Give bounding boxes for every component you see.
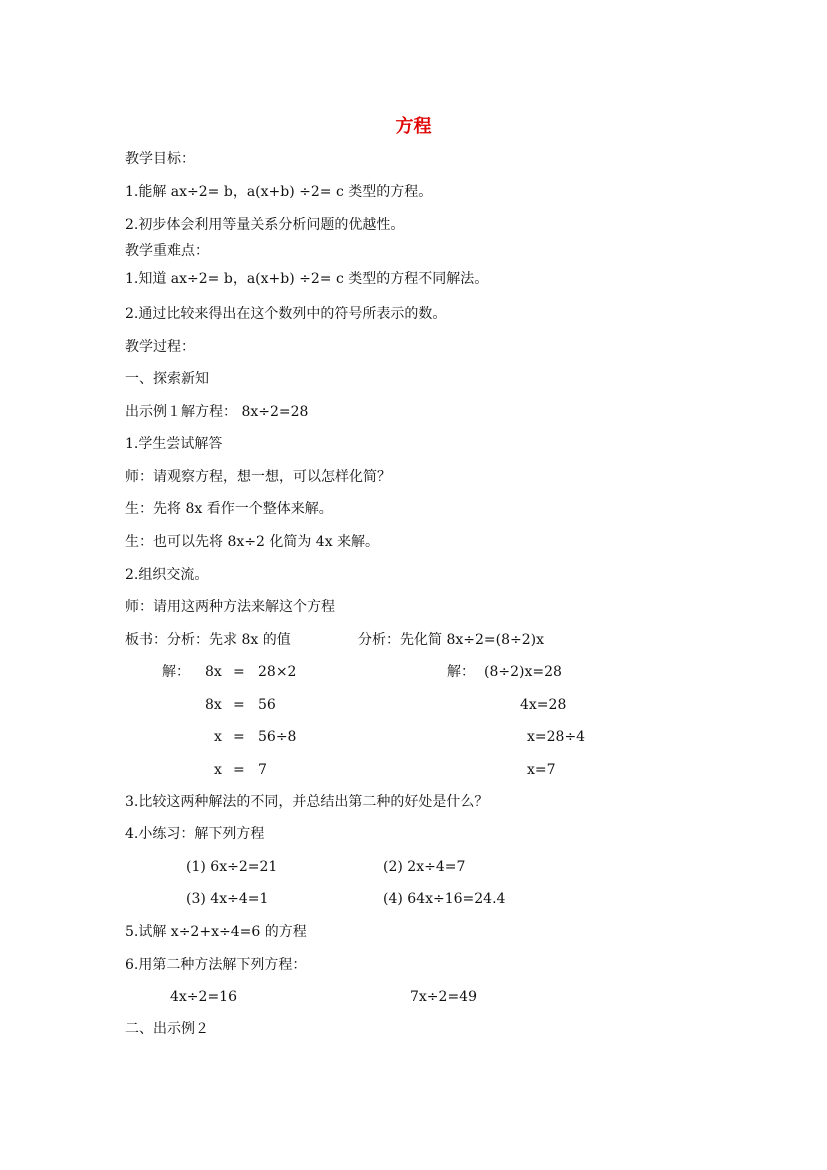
step-6-equation: 7x÷2=49 (410, 989, 477, 1005)
left-solution-rhs: 28×2 (258, 664, 297, 680)
board-left-analysis: 板书：分析：先求 8x 的值 (125, 632, 291, 648)
step-4-line: 4.小练习：解下列方程 (125, 826, 265, 842)
student-line-1: 生：先将 8x 看作一个整体来解。 (125, 501, 333, 517)
practice-item: (4) 64x÷16=24.4 (383, 891, 506, 907)
step-6-line: 6.用第二种方法解下列方程： (125, 957, 307, 973)
step-6-equation: 4x÷2=16 (170, 989, 237, 1005)
goal-item-2: 2.初步体会利用等量关系分析问题的优越性。 (125, 217, 405, 233)
teacher-line-2: 师：请用这两种方法来解这个方程 (125, 599, 335, 615)
teacher-line-1: 师：请观察方程，想一想，可以怎样化简？ (125, 469, 391, 485)
goals-heading: 教学目标： (125, 151, 195, 167)
left-solution-eq: = (233, 697, 245, 713)
section-heading-2: 二、出示例２ (125, 1021, 209, 1037)
student-line-2: 生：也可以先将 8x÷2 化简为 4x 来解。 (125, 534, 380, 550)
board-right-analysis: 分析：先化简 8x÷2=(8÷2)x (358, 632, 544, 648)
left-solution-eq: = (233, 762, 245, 778)
right-solution-step: (8÷2)x=28 (484, 664, 562, 680)
left-solution-rhs: 56÷8 (258, 729, 297, 745)
left-solution-lhs: x (214, 729, 222, 745)
difficulty-item-2: 2.通过比较来得出在这个数列中的符号所表示的数。 (125, 306, 447, 322)
left-solution-eq: = (233, 664, 245, 680)
goal-item-1: 1.能解 ax÷2= b，a(x+b) ÷2= c 类型的方程。 (125, 184, 433, 200)
difficulty-heading: 教学重难点： (125, 243, 209, 259)
step-5-line: 5.试解 x÷2+x÷4=6 的方程 (125, 924, 307, 940)
practice-item: (2) 2x÷4=7 (383, 859, 466, 875)
left-solution-lhs: x (214, 762, 222, 778)
left-solution-rhs: 7 (258, 762, 267, 778)
practice-item: (3) 4x÷4=1 (186, 891, 269, 907)
right-solution-label: 解： (447, 664, 475, 680)
left-solution-rhs: 56 (258, 697, 276, 713)
page-title: 方程 (395, 116, 432, 137)
right-solution-step: 4x=28 (520, 697, 567, 713)
step-1-line: 1.学生尝试解答 (125, 436, 223, 452)
practice-item: (1) 6x÷2=21 (186, 859, 278, 875)
right-solution-step: x=7 (527, 762, 556, 778)
difficulty-item-1: 1.知道 ax÷2= b，a(x+b) ÷2= c 类型的方程不同解法。 (125, 271, 489, 287)
left-solution-label: 解： (162, 664, 190, 680)
example-1-line: 出示例１解方程： 8x÷2=28 (125, 404, 309, 420)
process-heading: 教学过程： (125, 339, 195, 355)
step-3-line: 3.比较这两种解法的不同，并总结出第二种的好处是什么？ (125, 794, 489, 810)
left-solution-eq: = (233, 729, 245, 745)
right-solution-step: x=28÷4 (527, 729, 586, 745)
left-solution-lhs: 8x (205, 664, 222, 680)
section-heading-1: 一、探索新知 (125, 371, 209, 387)
left-solution-lhs: 8x (205, 697, 222, 713)
step-2-line: 2.组织交流。 (125, 567, 209, 583)
